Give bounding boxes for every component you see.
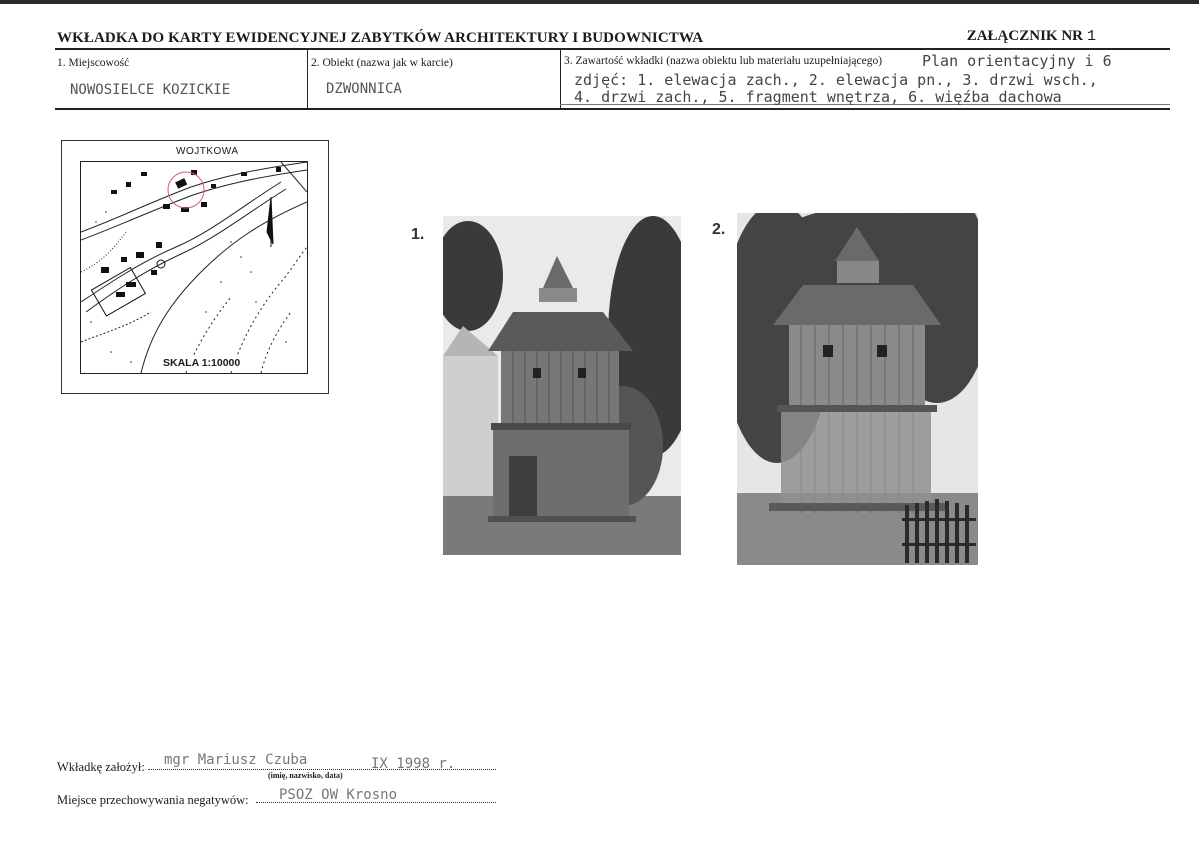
contents-label: 3. Zawartość wkładki (nazwa obiektu lub materiału uzupełniającego) [564,55,883,67]
contents-line-1: Plan orientacyjny i 6 [922,52,1112,70]
locality-label: 1. Miejscowość [57,57,130,69]
photo-1-bell-tower-west [443,216,681,555]
document-title: WKŁADKA DO KARTY EWIDENCYJNEJ ZABYTKÓW ARCHITEKTURY I BUDOWNICTWA [57,30,704,46]
photo-2-image [737,213,978,565]
photo-2-number: 2. [712,221,726,238]
annex-label [967,28,1096,45]
photo-2-bell-tower-north [737,213,978,565]
author-date: IX 1998 r. [371,756,456,772]
author-label: Wkładkę założył: [57,760,145,774]
negatives-value: PSOZ OW Krosno [279,787,398,803]
object-value: DZWONNICA [326,81,402,97]
annex-number: 1 [1086,28,1096,45]
map-drawing [81,162,307,373]
contents-line-3: 4. drzwi zach., 5. fragment wnętrza, 6. więźba dachowa [574,88,1062,106]
locality-value: NOWOSIELCE KOZICKIE [70,82,231,98]
author-value: mgr Mariusz Czuba [164,752,308,768]
object-label: 2. Obiekt (nazwa jak w karcie) [311,57,453,69]
annex-label-text: ZAŁĄCZNIK NR [966,28,1083,44]
map-top-label: WOJTKOWA [176,146,239,157]
column-divider-1 [307,50,308,108]
column-divider-2 [560,50,561,108]
scan-top-edge [0,0,1199,4]
contents-line-2: zdjęć: 1. elewacja zach., 2. elewacja pn., 3. drzwi wsch., [574,71,1098,89]
header-rule-bottom [55,108,1170,110]
header-rule-top [55,48,1170,50]
negatives-label: Miejsce przechowywania negatywów: [57,793,249,807]
photo-1-image [443,216,681,555]
author-field-note: (imię, nazwisko, data) [268,771,343,780]
orientation-map [80,161,308,374]
map-scale-label: SKALA 1:10000 [163,357,241,369]
photo-1-number: 1. [411,226,425,243]
